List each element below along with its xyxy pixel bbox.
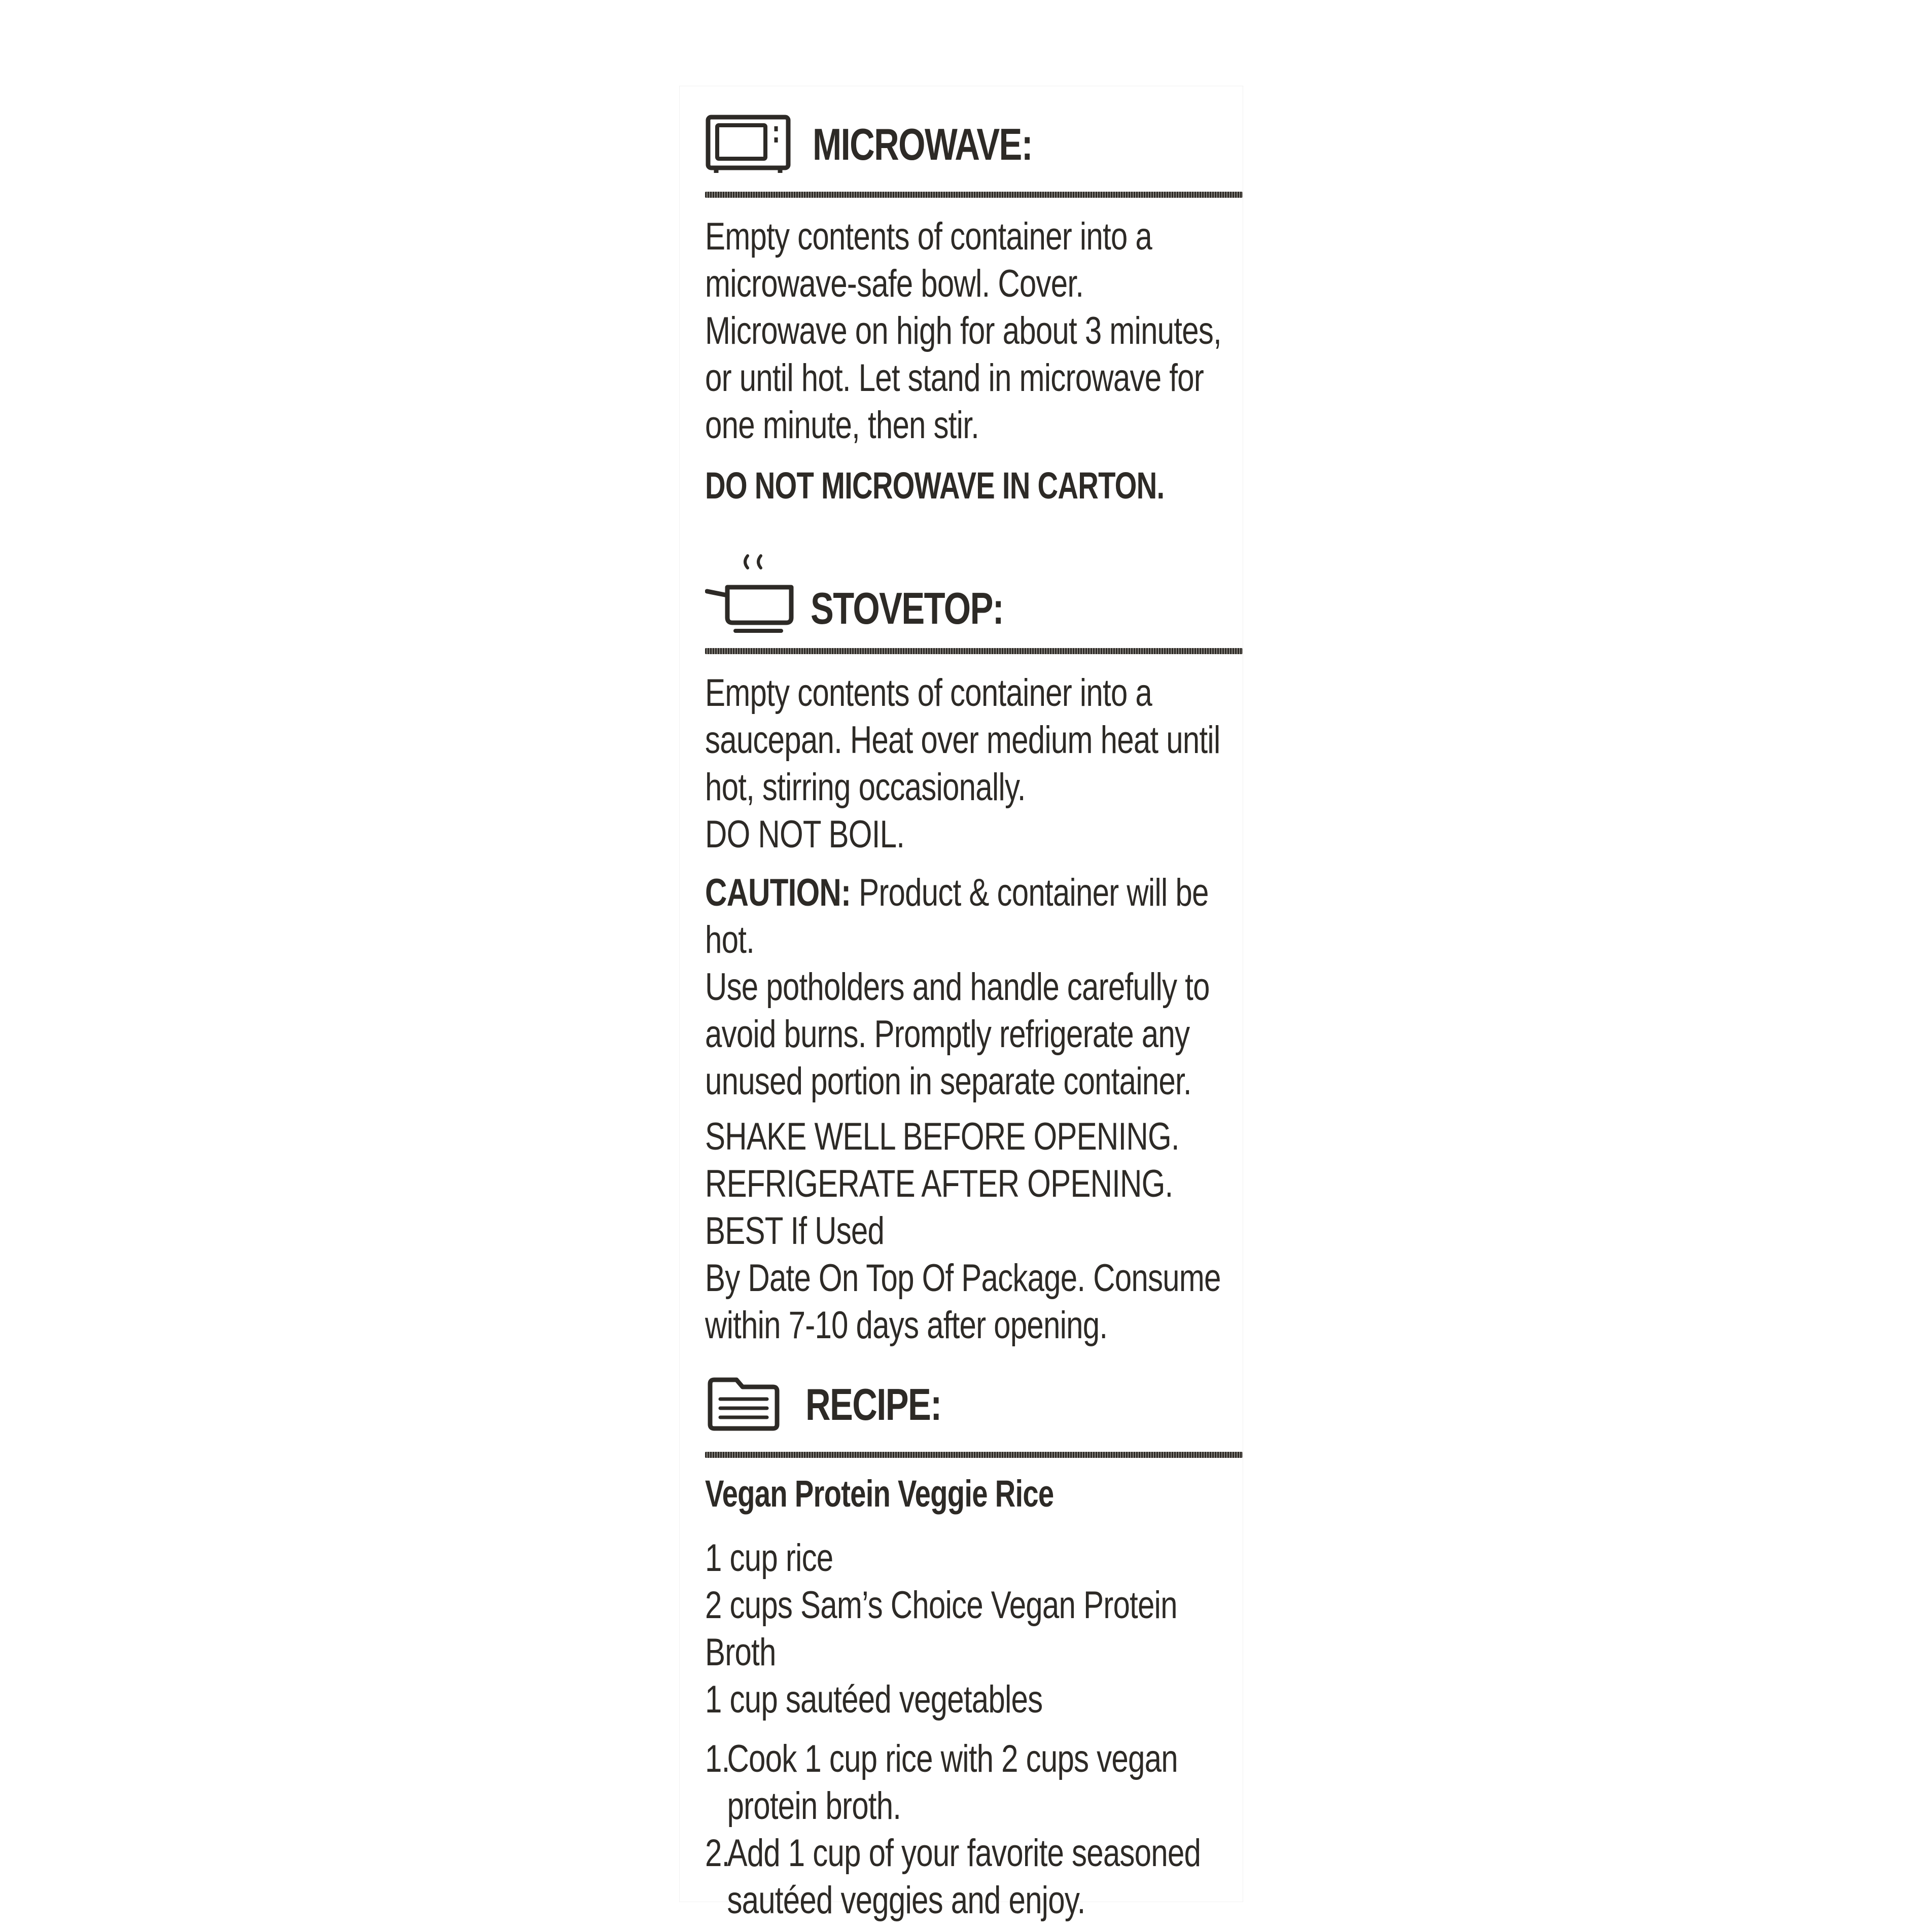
step-number: 2. bbox=[705, 1832, 730, 1875]
stovetop-divider bbox=[705, 648, 1243, 654]
recipe-steps-list bbox=[705, 1735, 1242, 1924]
recipe-steps bbox=[705, 1735, 1242, 1924]
microwave-instructions: Empty contents of container into a microwave-safe bowl. Cover. Microwave on high for about 3 minutes, or until hot. Let stand in microwave for one minute, then stir. bbox=[705, 215, 1221, 447]
recipe-section bbox=[705, 1367, 1243, 1924]
recipe-title: RECIPE: bbox=[805, 1379, 941, 1429]
recipe-name: Vegan Protein Veggie Rice bbox=[705, 1473, 1054, 1515]
saucepan-icon bbox=[705, 552, 796, 635]
step-text: Add 1 cup of your favorite seasoned sautéed veggies and enjoy. bbox=[727, 1832, 1201, 1922]
recipe-step bbox=[705, 1830, 1242, 1924]
recipe-card-icon bbox=[705, 1377, 781, 1433]
recipe-ingredients: 1 cup rice 2 cups Sam’s Choice Vegan Protein Broth 1 cup sautéed vegetables bbox=[705, 1536, 1177, 1721]
microwave-warning: DO NOT MICROWAVE IN CARTON. bbox=[705, 464, 1165, 507]
step-text: Cook 1 cup rice with 2 cups vegan protein broth. bbox=[727, 1737, 1178, 1828]
caution-label: CAUTION: bbox=[705, 871, 851, 914]
stovetop-header bbox=[705, 548, 1243, 639]
microwave-title: MICROWAVE: bbox=[813, 119, 1033, 169]
stovetop-title: STOVETOP: bbox=[811, 583, 1004, 633]
recipe-header bbox=[705, 1367, 1243, 1443]
caution-text: Product & container will be hot. Use potholders and handle carefully to avoid burns. Promptly refrigerate any unused portion in separate container. bbox=[705, 871, 1210, 1103]
microwave-section bbox=[705, 106, 1243, 509]
stovetop-section bbox=[705, 548, 1243, 1105]
step-number: 1. bbox=[705, 1737, 730, 1780]
recipe-divider bbox=[705, 1452, 1243, 1458]
caution-paragraph bbox=[705, 869, 1242, 1105]
microwave-header bbox=[705, 106, 1243, 183]
stovetop-instructions: Empty contents of container into a saucepan. Heat over medium heat until hot, stirring occasionally. DO NOT BOIL. bbox=[705, 671, 1220, 856]
storage-instructions: SHAKE WELL BEFORE OPENING. REFRIGERATE AFTER OPENING. BEST If Used By Date On Top Of Package. Consume within 7-10 days after opening. bbox=[705, 1115, 1221, 1347]
microwave-divider bbox=[705, 192, 1243, 198]
microwave-icon bbox=[705, 114, 791, 175]
recipe-step bbox=[705, 1735, 1242, 1830]
storage-section bbox=[705, 1113, 1243, 1349]
